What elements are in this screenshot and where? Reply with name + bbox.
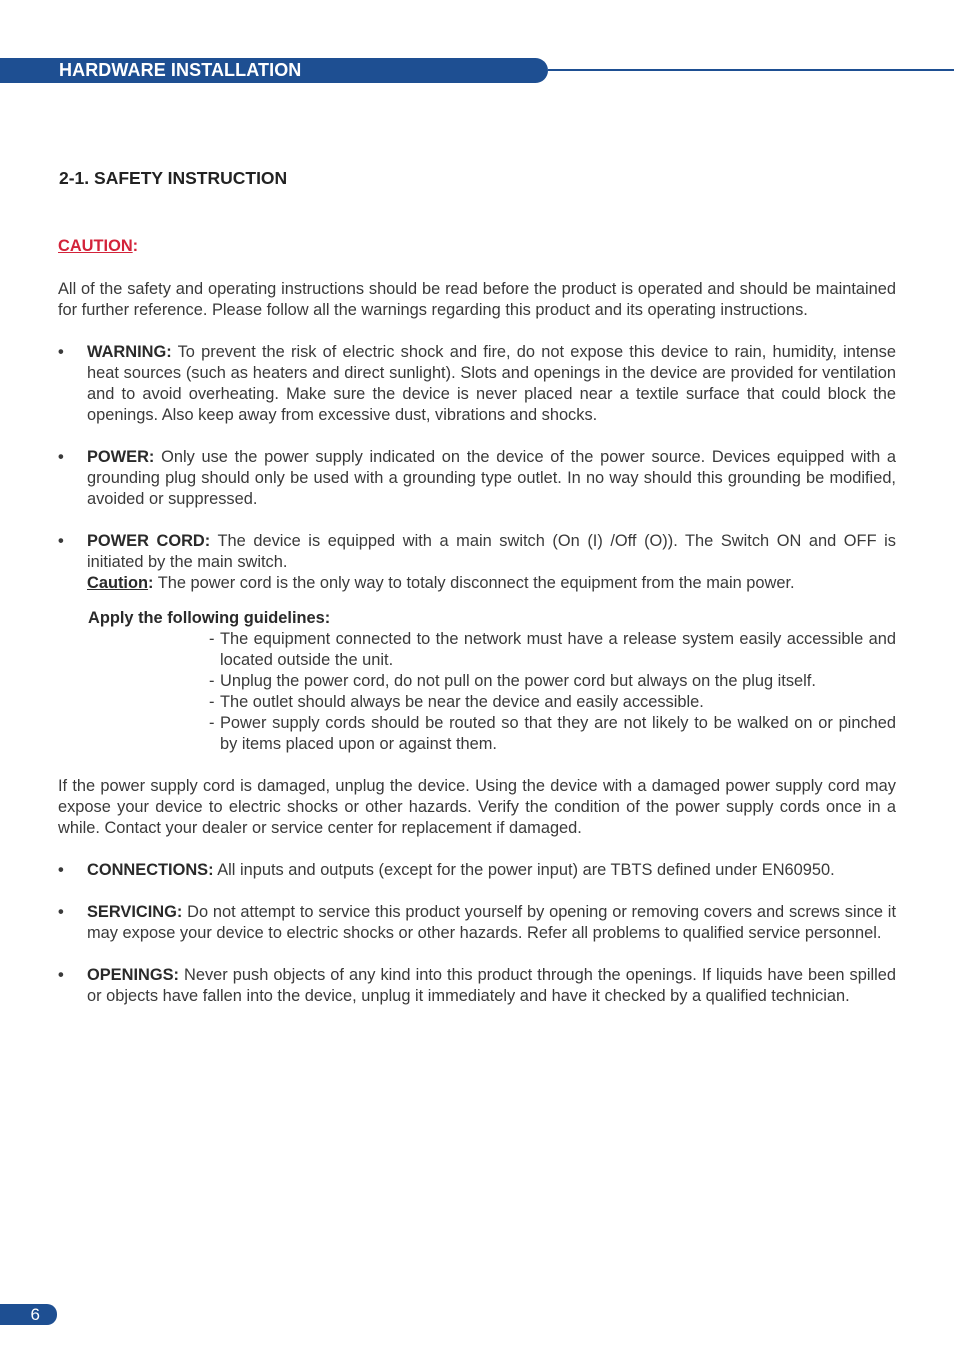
bullet-power-cord [58, 531, 896, 594]
bullet-servicing [58, 902, 896, 944]
bullet-label: WARNING: [87, 343, 172, 361]
page-number: 6 [0, 1304, 57, 1325]
bullet-label: OPENINGS: [87, 966, 179, 984]
bullet-label: CONNECTIONS: [87, 861, 214, 879]
bullet-dot: • [58, 861, 64, 879]
bullet-dot: • [58, 343, 64, 361]
bullet-dot: • [58, 903, 64, 921]
caution-heading: CAUTION: [58, 237, 139, 255]
content-body [58, 236, 896, 1028]
power-cord-caution: Caution: The power cord is the only way to totaly disconnect the equipment from the main power. [87, 574, 795, 592]
guideline-item: - The equipment connected to the network must have a release system easily accessible and located outside the unit. [209, 630, 896, 669]
bullet-connections [58, 860, 896, 881]
section-title: 2-1. SAFETY INSTRUCTION [59, 168, 288, 188]
bullet-text: Do not attempt to service this product yourself by opening or removing covers and screws since it may expose your device to electric shocks or other hazards. Refer all problems to qualified service personnel. [87, 903, 896, 942]
guideline-item: - Unplug the power cord, do not pull on the power cord but always on the plug itself. [209, 672, 816, 690]
bullet-openings [58, 965, 896, 1007]
guideline-item: - Power supply cords should be routed so that they are not likely to be walked on or pinched by items placed upon or against them. [209, 714, 896, 753]
bullet-text: The device is equipped with a main switch (On (I) /Off (O)). The Switch ON and OFF is initiated by the main switch. [87, 532, 897, 571]
guideline-item: - The outlet should always be near the device and easily accessible. [209, 693, 704, 711]
bullet-label: SERVICING: [87, 903, 183, 921]
guidelines-block [58, 608, 896, 629]
guidelines-list [209, 629, 896, 755]
header-title: HARDWARE INSTALLATION [59, 60, 302, 80]
bullet-power [58, 447, 896, 510]
damaged-cord-paragraph: If the power supply cord is damaged, unplug the device. Using the device with a damaged power supply cord may expose your device to electric shocks or other hazards. Verify the condition of the power supply cords once in a while. Contact your dealer or service center for replacement if damaged. [58, 777, 896, 837]
guidelines-title: Apply the following guidelines: [88, 609, 331, 627]
bullet-dot: • [58, 448, 64, 466]
bullet-label: POWER: [87, 448, 155, 466]
bullet-warning [58, 342, 896, 426]
bullet-text: Only use the power supply indicated on the device of the power source. Devices equipped with a grounding plug should only be used with a grounding type outlet. In no way should this grounding be modified, avoided or suppressed. [87, 448, 896, 508]
bullet-dot: • [58, 532, 64, 550]
bullet-text: Never push objects of any kind into this product through the openings. If liquids have been spilled or objects have fallen into the device, unplug it immediately and have it checked by a qualified technician. [87, 966, 896, 1005]
intro-paragraph: All of the safety and operating instructions should be read before the product is operated and should be maintained for further reference. Please follow all the warnings regarding this product and its operating instructions. [58, 280, 896, 319]
header-rule [548, 69, 954, 71]
bullet-dot: • [58, 966, 64, 984]
bullet-label: POWER CORD: [87, 532, 211, 550]
bullet-text: All inputs and outputs (except for the power input) are TBTS defined under EN60950. [213, 861, 835, 879]
bullet-text: To prevent the risk of electric shock and fire, do not expose this device to rain, humidity, intense heat sources (such as heaters and direct sunlight). Slots and openings in the device are provided for ventilation and to avoid overheating. Make sure the device is never placed near a textile surface that could block the openings. Also keep away from excessive dust, vibrations and shocks. [87, 343, 896, 424]
